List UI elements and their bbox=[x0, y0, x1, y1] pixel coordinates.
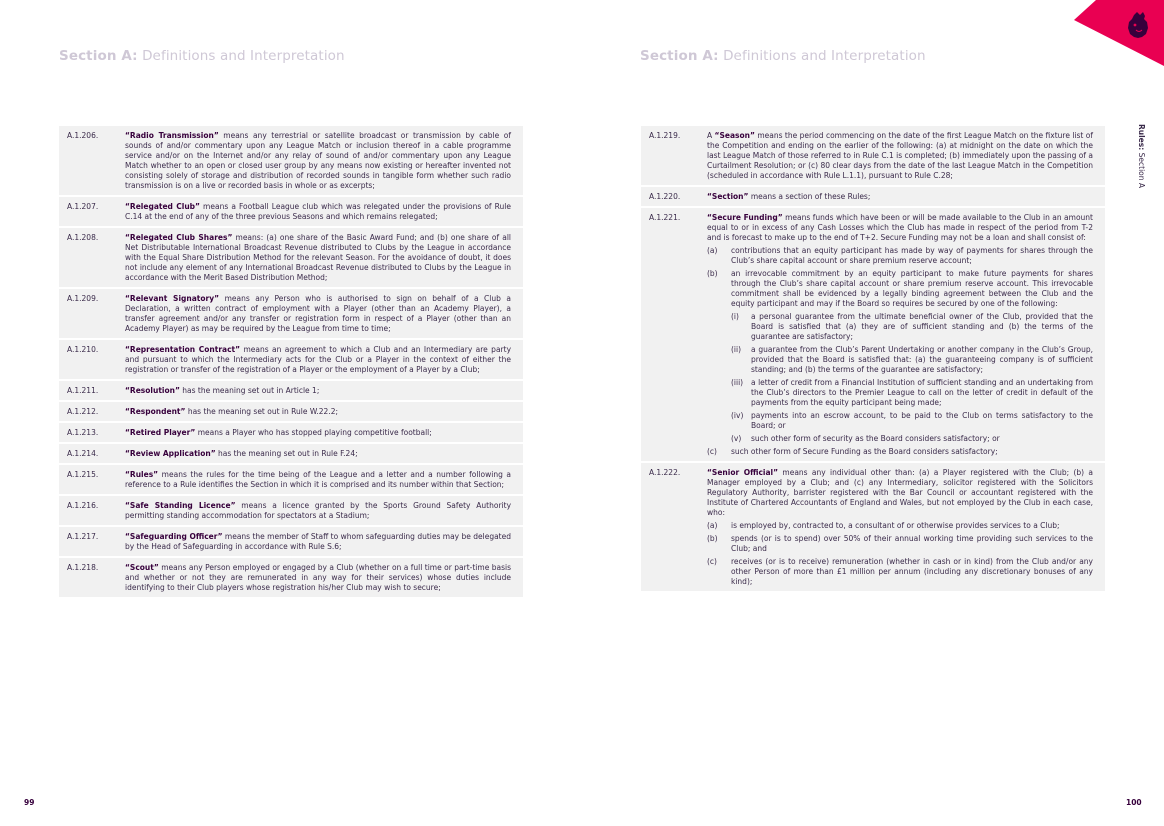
definition-text: means funds which have been or will be made available to the Club in an amount equal to or in excess of any Cash Losses which the Club has made in respect of the period from T-2 and is forecast to make up to the end of T+2. Secure Funding may not be a loan and shall consist of: bbox=[707, 213, 1093, 242]
nested-clause-text: payments into an escrow account, to be paid to the Club on terms satisfactory to the Board; or bbox=[751, 411, 1093, 430]
sub-clause bbox=[707, 521, 1093, 531]
nested-clause-text: a letter of credit from a Financial Institution of sufficient standing and an undertaking from the Club’s directors to the Premier League to call on the letter of credit in default of the payments from the equity participant being made; bbox=[751, 378, 1093, 407]
nested-clause bbox=[707, 411, 1093, 431]
page-header-left bbox=[59, 48, 345, 64]
definition-term: “Section” bbox=[707, 192, 749, 201]
definition-row bbox=[641, 208, 1105, 461]
nested-clause-label: (iii) bbox=[731, 378, 744, 387]
sub-clause-label: (a) bbox=[707, 521, 718, 530]
definition-row bbox=[59, 126, 523, 195]
nested-clause bbox=[707, 378, 1093, 408]
definition-text: has the meaning set out in Rule F.24; bbox=[215, 449, 358, 458]
page-header-right bbox=[640, 48, 926, 64]
definition-article: A bbox=[707, 131, 715, 140]
definition-number: A.1.217. bbox=[67, 532, 99, 541]
definition-term: “Representation Contract” bbox=[125, 345, 241, 354]
header-title: Definitions and Interpretation bbox=[142, 48, 345, 64]
definition-term: “Relegated Club” bbox=[125, 202, 200, 211]
definition-text: means any Person employed or engaged by a Club (whether on a full time or part-time basis and whether or not they are remunerated in any way for their services) whose duties include identifying to their Club players whose registration his/her Club may wish to secure; bbox=[125, 563, 511, 592]
sub-clause-text: contributions that an equity participant has made by way of payments for shares through the Club’s share capital account or share premium reserve account; bbox=[731, 246, 1093, 265]
definition-term: “Relevant Signatory” bbox=[125, 294, 220, 303]
definition-text: means any terrestrial or satellite broadcast or transmission by cable of sounds of and/or commentary upon any League Match or inclusion thereof in a cable programme service and/or on the Internet and/or any relay of sound of and/or commentary upon any League Match whether to an open or closed user group by any means now existing or hereafter invented not consisting solely of storage and distribution of recorded sounds in tangible form whether such radio transmission is on a live or recorded basis in whole or as excerpts; bbox=[125, 131, 511, 190]
definition-row bbox=[59, 444, 523, 463]
definition-row bbox=[59, 340, 523, 379]
sub-clause-label: (a) bbox=[707, 246, 718, 255]
header-title: Definitions and Interpretation bbox=[723, 48, 926, 64]
nested-clause-text: a guarantee from the Club’s Parent Undertaking or another company in the Club’s Group, provided that the Board is satisfied that: (a) the guaranteeing company is of sufficient standing; and (b) the terms of the guarantee are satisfactory; bbox=[751, 345, 1093, 374]
nested-clause-label: (ii) bbox=[731, 345, 742, 354]
side-label-bold: Rules: bbox=[1137, 124, 1146, 151]
definition-number: A.1.219. bbox=[649, 131, 681, 140]
nested-clause-text: such other form of security as the Board considers satisfactory; or bbox=[751, 434, 1000, 443]
definitions-column-left bbox=[59, 126, 523, 599]
definition-term: “Relegated Club Shares” bbox=[125, 233, 233, 242]
definition-text: has the meaning set out in Rule W.22.2; bbox=[185, 407, 339, 416]
definition-text: means the period commencing on the date of the first League Match on the fixture list of the Competition and ending on the earlier of the following: (a) at midnight on the date on which the last League Match of those referred to in Rule C.1 is completed; (b) immediately upon the passing of a Curtailment Resolution; or (c) 80 clear days from the date of the last League Match in the Competition (scheduled in accordance with Rule L.1.1), pursuant to Rule C.28; bbox=[707, 131, 1093, 180]
definition-number: A.1.220. bbox=[649, 192, 681, 201]
brand-corner-graphic bbox=[1074, 0, 1164, 66]
definition-row bbox=[59, 423, 523, 442]
nested-clause-label: (iv) bbox=[731, 411, 744, 420]
definition-term: “Senior Official” bbox=[707, 468, 779, 477]
header-section-label: Section A: bbox=[640, 48, 719, 64]
definition-row bbox=[59, 289, 523, 338]
sub-clause-text: receives (or is to receive) remuneration (whether in cash or in kind) from the Club and/or any other Person of more than £1 million per annum (including any discretionary bonuses of any kind); bbox=[731, 557, 1093, 586]
definition-term: “Secure Funding” bbox=[707, 213, 783, 222]
definition-number: A.1.222. bbox=[649, 468, 681, 477]
header-section-label: Section A: bbox=[59, 48, 138, 64]
sub-clause-text: such other form of Secure Funding as the Board considers satisfactory; bbox=[731, 447, 998, 456]
page-number-left: 99 bbox=[24, 798, 35, 807]
definition-text: means an agreement to which a Club and an Intermediary are party and pursuant to which the Intermediary acts for the Club or a Player in the context of either the registration or transfer of the registration of a Player or the employment of a Player by a Club; bbox=[125, 345, 512, 374]
definition-row bbox=[59, 228, 523, 287]
definition-text: means a licence granted by the Sports Ground Safety Authority permitting standing accommodation for spectators at a Stadium; bbox=[125, 501, 512, 520]
definition-text: means any individual other than: (a) a Player registered with the Club; (b) a Manager employed by a Club; and (c) any Intermediary, solicitor registered with the Solicitors Regulatory Authority, barrister registered with the Bar Council or accountant registered with the Institute of Chartered Accountants of England and Wales, but not employed by the Club in each case, who: bbox=[707, 468, 1093, 517]
definition-number: A.1.206. bbox=[67, 131, 99, 140]
definition-term: “Rules” bbox=[125, 470, 159, 479]
definition-number: A.1.209. bbox=[67, 294, 99, 303]
definition-row bbox=[59, 465, 523, 494]
sub-clause bbox=[707, 447, 1093, 457]
definition-row bbox=[641, 463, 1105, 591]
definition-term: “Radio Transmission” bbox=[125, 131, 219, 140]
page-number-right: 100 bbox=[1126, 798, 1142, 807]
definition-text: means the member of Staff to whom safeguarding duties may be delegated by the Head of Safeguarding in accordance with Rule S.6; bbox=[125, 532, 511, 551]
definition-term: “Retired Player” bbox=[125, 428, 196, 437]
definition-text: means any Person who is authorised to sign on behalf of a Club a Declaration, a written contract of employment with a Player (other than an Academy Player), a transfer agreement and/or any transfer or registration form in respect of a Player (other than an Academy Player) as may be required by the League from time to time; bbox=[125, 294, 511, 333]
sub-clause-text: is employed by, contracted to, a consultant of or otherwise provides services to a Club; bbox=[731, 521, 1060, 530]
definition-row bbox=[59, 527, 523, 556]
definition-row bbox=[59, 381, 523, 400]
definition-text: means a Player who has stopped playing competitive football; bbox=[195, 428, 432, 437]
nested-clause bbox=[707, 434, 1093, 444]
nested-clause bbox=[707, 312, 1093, 342]
definition-row bbox=[641, 126, 1105, 185]
definition-number: A.1.221. bbox=[649, 213, 681, 222]
sub-clause-label: (b) bbox=[707, 269, 718, 278]
definition-term: “Scout” bbox=[125, 563, 159, 572]
definition-number: A.1.210. bbox=[67, 345, 99, 354]
definition-row bbox=[59, 496, 523, 525]
nested-clause-label: (v) bbox=[731, 434, 742, 443]
definition-row bbox=[59, 558, 523, 597]
definition-number: A.1.218. bbox=[67, 563, 99, 572]
sub-clause-label: (b) bbox=[707, 534, 718, 543]
side-section-label bbox=[1137, 124, 1146, 188]
definition-number: A.1.207. bbox=[67, 202, 99, 211]
definition-term: “Resolution” bbox=[125, 386, 180, 395]
definition-text: means a Football League club which was relegated under the provisions of Rule C.14 at the end of any of the three previous Seasons and which remains relegated; bbox=[125, 202, 511, 221]
definition-number: A.1.215. bbox=[67, 470, 99, 479]
definition-row bbox=[59, 197, 523, 226]
brand-corner-shape bbox=[1074, 0, 1164, 66]
definition-text: means a section of these Rules; bbox=[748, 192, 871, 201]
definition-number: A.1.216. bbox=[67, 501, 99, 510]
sub-clause bbox=[707, 557, 1093, 587]
definition-term: “Season” bbox=[714, 131, 755, 140]
definition-number: A.1.213. bbox=[67, 428, 99, 437]
nested-clause bbox=[707, 345, 1093, 375]
sub-clause-label: (c) bbox=[707, 447, 717, 456]
sub-clause-text: an irrevocable commitment by an equity participant to make future payments for shares through the Club’s share capital account or share premium reserve account. This irrevocable commitment shall be evidenced by a legally binding agreement between the Club and the equity participant and may if the Board so requires be secured by one of the following: bbox=[731, 269, 1093, 308]
definition-text: means the rules for the time being of the League and a letter and a number following a reference to a Rule identifies the Section in which it is comprised and its number within that Section; bbox=[125, 470, 511, 489]
side-label-text: Section A bbox=[1137, 152, 1146, 189]
definition-term: “Review Application” bbox=[125, 449, 216, 458]
sub-clause bbox=[707, 269, 1093, 309]
definition-number: A.1.212. bbox=[67, 407, 99, 416]
definition-number: A.1.211. bbox=[67, 386, 99, 395]
definition-row bbox=[59, 402, 523, 421]
sub-clause-label: (c) bbox=[707, 557, 717, 566]
nested-clause-label: (i) bbox=[731, 312, 739, 321]
sub-clause bbox=[707, 246, 1093, 266]
definitions-column-right bbox=[641, 126, 1105, 593]
definition-text: means: (a) one share of the Basic Award Fund; and (b) one share of all Net Distributable International Broadcast Revenue distributed to Clubs by the League in accordance with the Equal Share Distribution Method for the relevant Season. For the avoidance of doubt, it does not include any element of any International Broadcast Revenue distributed to Clubs by the League in accordance with the Merit Based Distribution Method; bbox=[125, 233, 511, 282]
sub-clause bbox=[707, 534, 1093, 554]
definition-text: has the meaning set out in Article 1; bbox=[179, 386, 320, 395]
definition-row bbox=[641, 187, 1105, 206]
definition-number: A.1.208. bbox=[67, 233, 99, 242]
sub-clause-text: spends (or is to spend) over 50% of their annual working time providing such services to the Club; and bbox=[731, 534, 1093, 553]
nested-clause-text: a personal guarantee from the ultimate beneficial owner of the Club, provided that the Board is satisfied that (a) they are of sufficient standing and (b) the terms of the guarantee are satisfactory; bbox=[751, 312, 1093, 341]
definition-term: “Safe Standing Licence” bbox=[125, 501, 236, 510]
definition-term: “Safeguarding Officer” bbox=[125, 532, 223, 541]
definition-number: A.1.214. bbox=[67, 449, 99, 458]
definition-term: “Respondent” bbox=[125, 407, 186, 416]
